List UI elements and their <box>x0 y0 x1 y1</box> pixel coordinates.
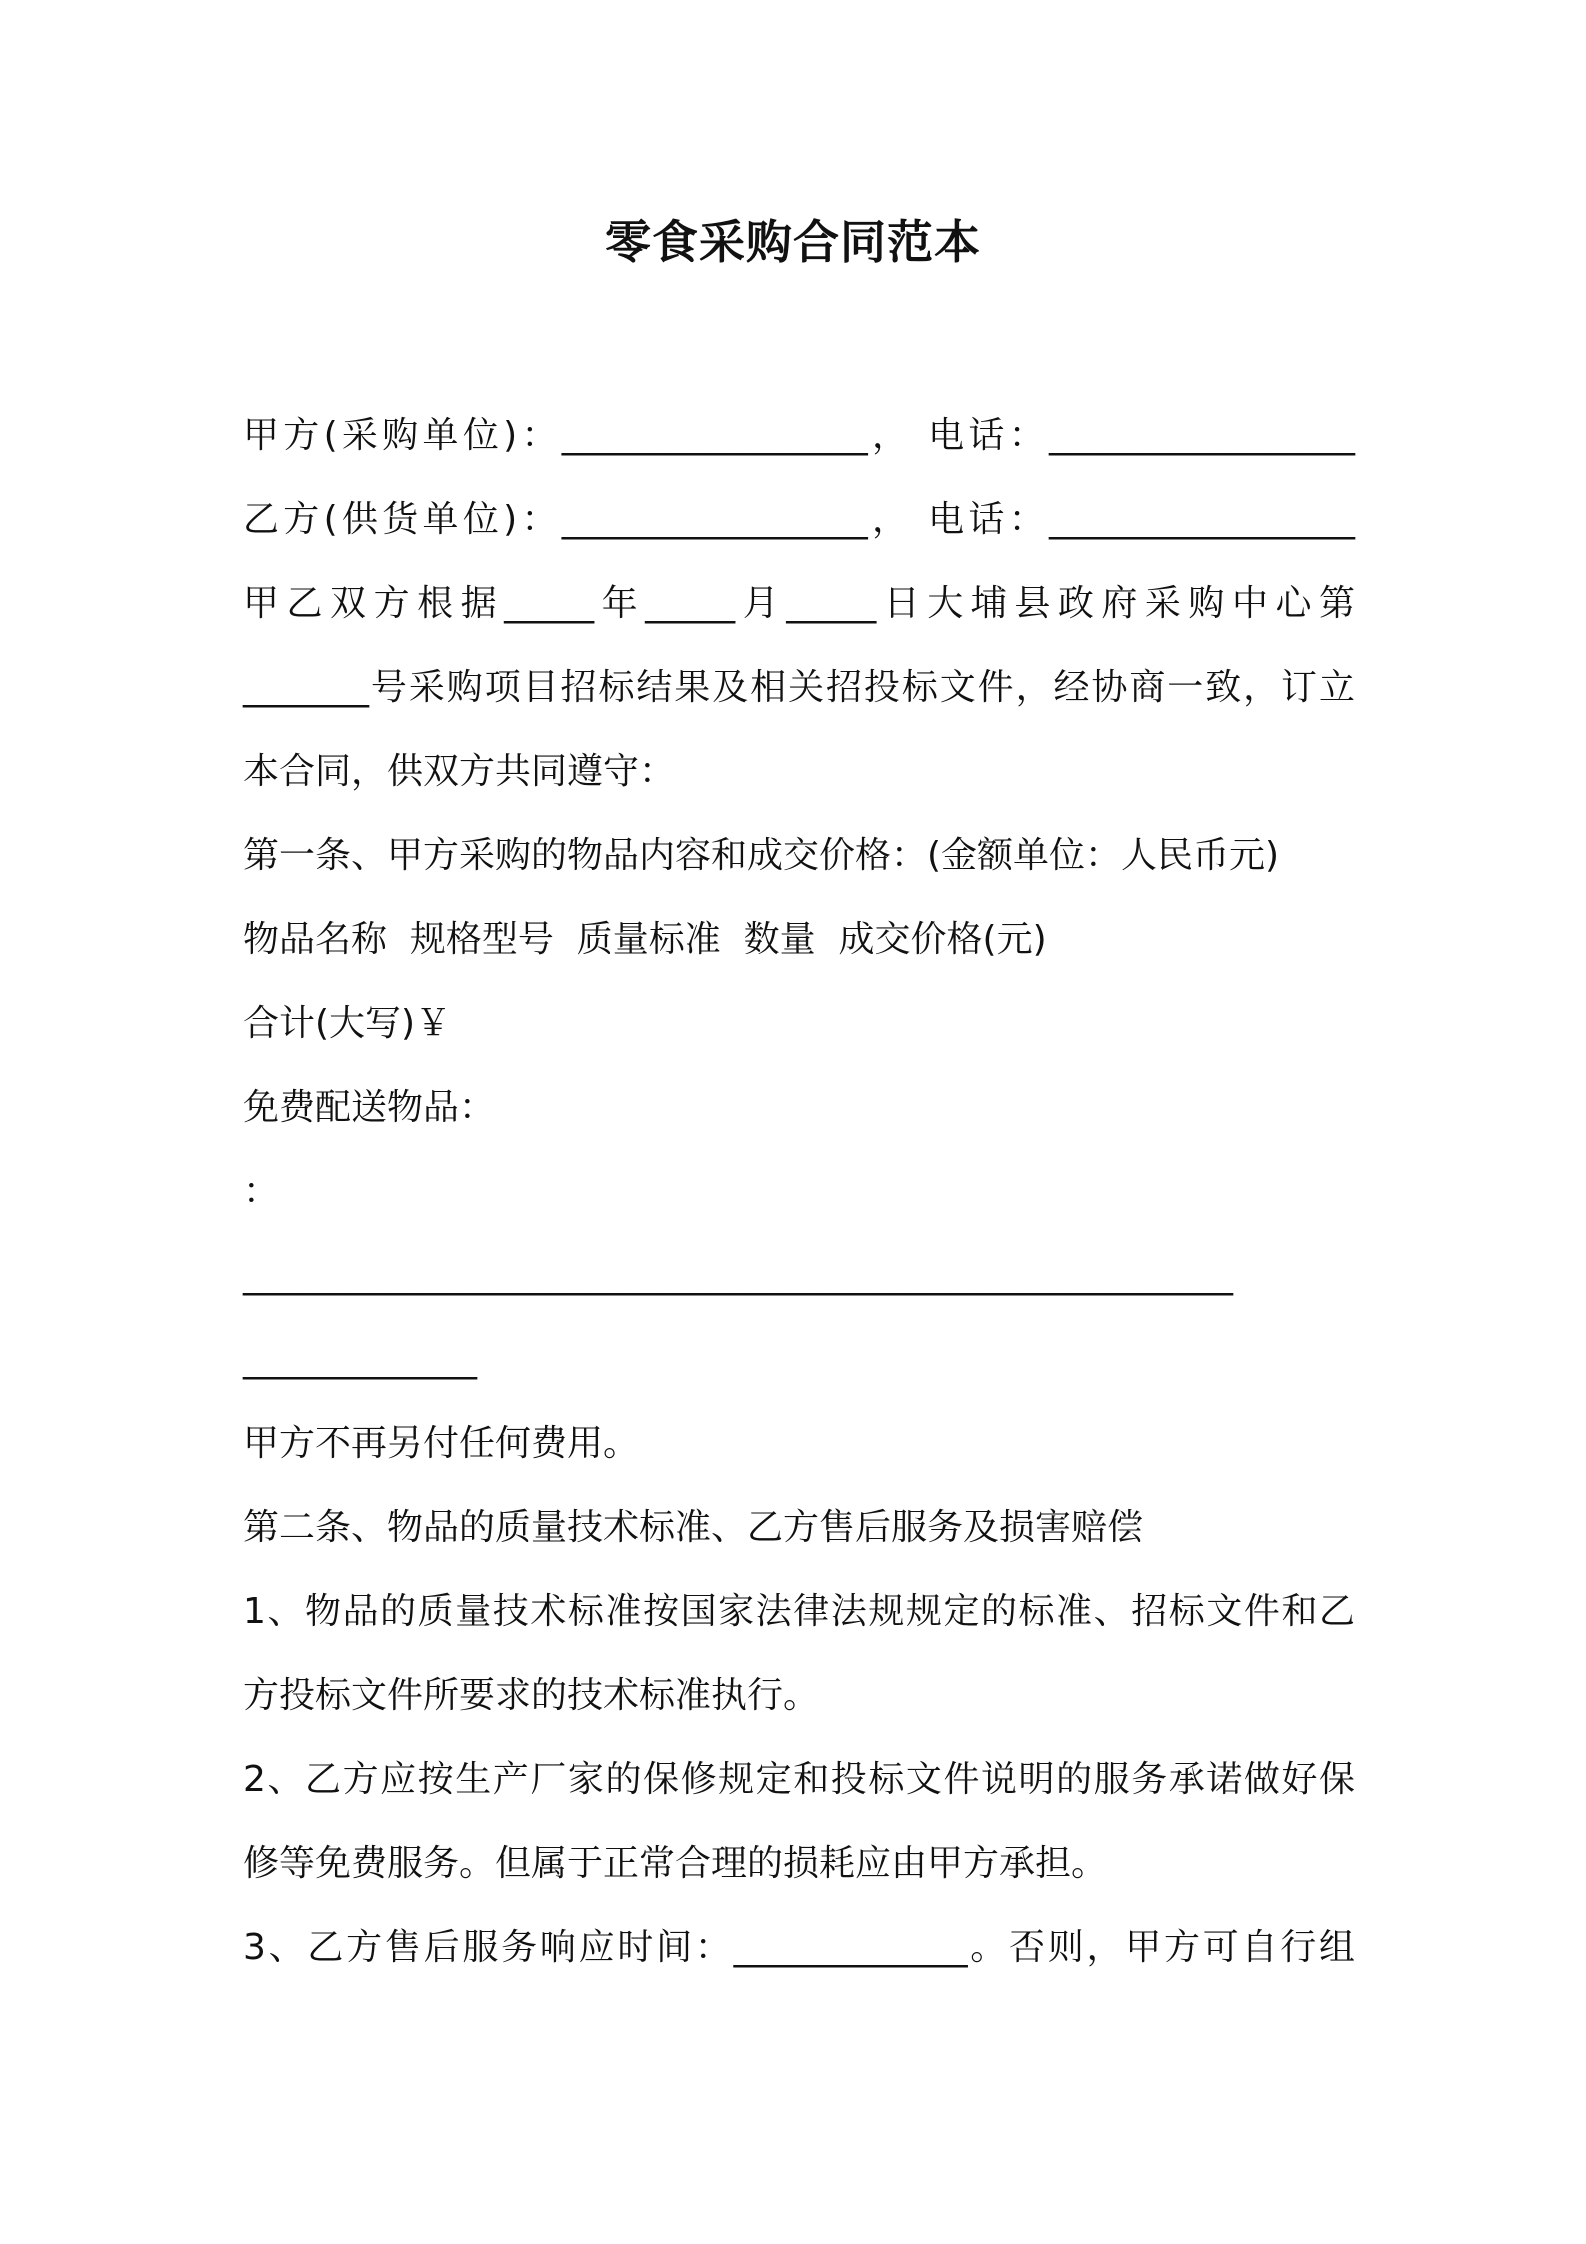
clause-line: 方投标文件所要求的技术标准执行。 <box>243 1675 820 1716</box>
paragraph-line: _______号采购项目招标结果及相关招投标文件，经协商一致，订立 <box>243 667 1355 708</box>
free-delivery-line: 免费配送物品： <box>243 1087 496 1128</box>
blank-fill-line: _____________ <box>243 1339 477 1380</box>
paragraph-line: 甲乙双方根据_____年_____月_____日大埔县政府采购中心第 <box>243 583 1355 624</box>
party-b-line: 乙方(供货单位)：_________________， 电话：_________________ <box>243 499 1355 540</box>
clause-line: 1、物品的质量技术标准按国家法律法规规定的标准、招标文件和乙 <box>243 1591 1355 1632</box>
paragraph-line: 甲方不再另付任何费用。 <box>243 1423 640 1464</box>
document-title: 零食采购合同范本 <box>605 215 981 269</box>
clause-line: 修等免费服务。但属于正常合理的损耗应由甲方承担。 <box>243 1843 1108 1884</box>
blank-fill-line: _______________________________________________________ <box>243 1255 1233 1296</box>
clause-line: 2、乙方应按生产厂家的保修规定和投标文件说明的服务承诺做好保 <box>243 1759 1355 1800</box>
article-two-heading: 第二条、物品的质量技术标准、乙方售后服务及损害赔偿 <box>243 1507 1144 1548</box>
party-a-line: 甲方(采购单位)：_________________， 电话：_________________ <box>243 415 1355 456</box>
total-line: 合计(大写)￥ <box>243 1003 452 1044</box>
colon-line: ： <box>243 1171 280 1212</box>
clause-line: 3、乙方售后服务响应时间：_____________。否则，甲方可自行组 <box>243 1927 1355 1968</box>
article-one-heading: 第一条、甲方采购的物品内容和成交价格：(金额单位：人民币元) <box>243 835 1280 876</box>
paragraph-line: 本合同，供双方共同遵守： <box>243 751 676 792</box>
item-table-header: 物品名称 规格型号 质量标准 数量 成交价格(元) <box>243 919 1047 960</box>
